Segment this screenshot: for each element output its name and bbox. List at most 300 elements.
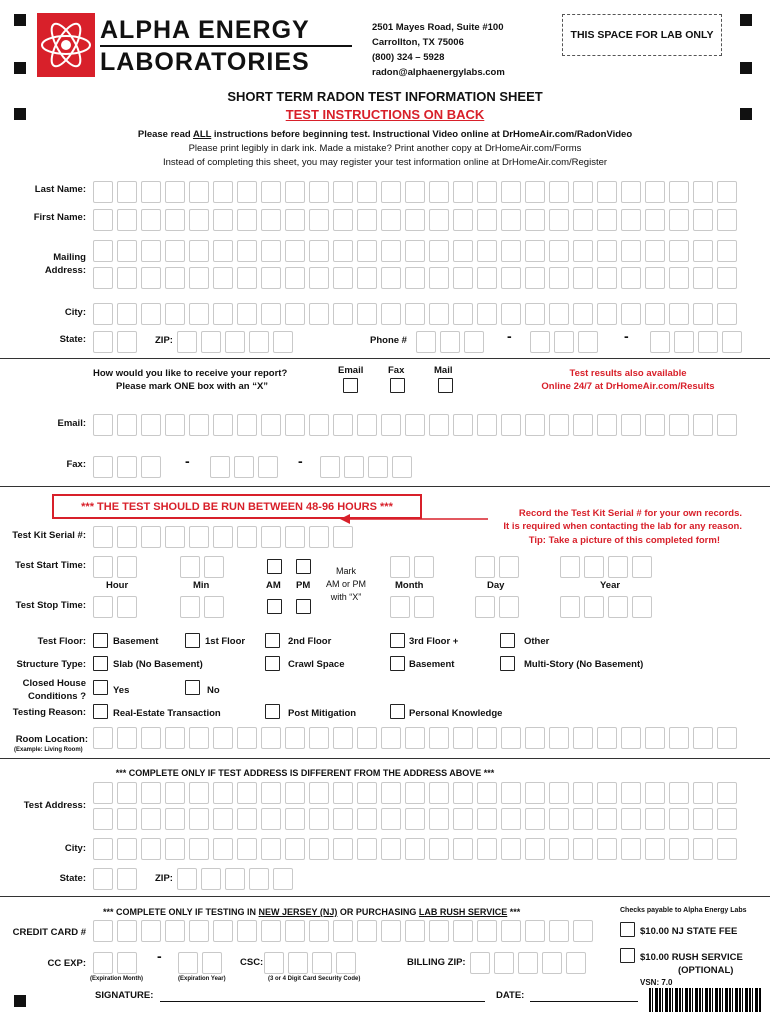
character-cell[interactable] (261, 303, 281, 325)
character-cell[interactable] (210, 456, 230, 478)
fax-line-field[interactable] (320, 456, 412, 478)
character-cell[interactable] (501, 838, 521, 860)
character-cell[interactable] (477, 727, 497, 749)
email-checkbox[interactable] (343, 378, 358, 393)
character-cell[interactable] (189, 808, 209, 830)
character-cell[interactable] (117, 920, 137, 942)
character-cell[interactable] (669, 181, 689, 203)
character-cell[interactable] (693, 209, 713, 231)
character-cell[interactable] (573, 267, 593, 289)
character-cell[interactable] (117, 303, 137, 325)
character-cell[interactable] (429, 414, 449, 436)
character-cell[interactable] (165, 181, 185, 203)
character-cell[interactable] (429, 240, 449, 262)
test-address-field-2[interactable] (93, 808, 737, 830)
character-cell[interactable] (453, 181, 473, 203)
character-cell[interactable] (477, 181, 497, 203)
character-cell[interactable] (285, 727, 305, 749)
character-cell[interactable] (381, 727, 401, 749)
character-cell[interactable] (237, 838, 257, 860)
floor-other-checkbox[interactable] (500, 633, 515, 648)
character-cell[interactable] (357, 240, 377, 262)
character-cell[interactable] (453, 808, 473, 830)
character-cell[interactable] (584, 556, 604, 578)
start-month-field[interactable] (390, 556, 434, 578)
character-cell[interactable] (93, 240, 113, 262)
character-cell[interactable] (204, 596, 224, 618)
character-cell[interactable] (237, 920, 257, 942)
character-cell[interactable] (141, 209, 161, 231)
phone-prefix-field[interactable] (530, 331, 598, 353)
character-cell[interactable] (285, 920, 305, 942)
character-cell[interactable] (381, 782, 401, 804)
character-cell[interactable] (518, 952, 538, 974)
character-cell[interactable] (213, 240, 233, 262)
character-cell[interactable] (405, 414, 425, 436)
character-cell[interactable] (141, 782, 161, 804)
character-cell[interactable] (261, 727, 281, 749)
email-field[interactable] (93, 414, 737, 436)
character-cell[interactable] (669, 414, 689, 436)
character-cell[interactable] (141, 920, 161, 942)
character-cell[interactable] (429, 808, 449, 830)
character-cell[interactable] (525, 838, 545, 860)
character-cell[interactable] (213, 303, 233, 325)
character-cell[interactable] (117, 782, 137, 804)
character-cell[interactable] (693, 727, 713, 749)
character-cell[interactable] (717, 838, 737, 860)
mailing-address-field-1[interactable] (93, 240, 737, 262)
character-cell[interactable] (525, 181, 545, 203)
character-cell[interactable] (93, 526, 113, 548)
character-cell[interactable] (717, 414, 737, 436)
character-cell[interactable] (573, 782, 593, 804)
character-cell[interactable] (621, 782, 641, 804)
character-cell[interactable] (525, 303, 545, 325)
character-cell[interactable] (549, 782, 569, 804)
character-cell[interactable] (381, 240, 401, 262)
character-cell[interactable] (499, 596, 519, 618)
character-cell[interactable] (381, 267, 401, 289)
character-cell[interactable] (309, 808, 329, 830)
character-cell[interactable] (475, 596, 495, 618)
character-cell[interactable] (273, 868, 293, 890)
character-cell[interactable] (117, 181, 137, 203)
character-cell[interactable] (213, 808, 233, 830)
fax-area-field[interactable] (93, 456, 161, 478)
character-cell[interactable] (213, 181, 233, 203)
floor-1st-checkbox[interactable] (185, 633, 200, 648)
zip-field[interactable] (177, 331, 293, 353)
character-cell[interactable] (525, 782, 545, 804)
character-cell[interactable] (530, 331, 550, 353)
character-cell[interactable] (333, 303, 353, 325)
character-cell[interactable] (165, 267, 185, 289)
character-cell[interactable] (645, 727, 665, 749)
room-location-field[interactable] (93, 727, 737, 749)
character-cell[interactable] (650, 331, 670, 353)
character-cell[interactable] (453, 414, 473, 436)
character-cell[interactable] (693, 303, 713, 325)
character-cell[interactable] (573, 727, 593, 749)
structure-slab-checkbox[interactable] (93, 656, 108, 671)
character-cell[interactable] (141, 727, 161, 749)
character-cell[interactable] (464, 331, 484, 353)
character-cell[interactable] (357, 808, 377, 830)
character-cell[interactable] (669, 782, 689, 804)
character-cell[interactable] (477, 303, 497, 325)
character-cell[interactable] (549, 838, 569, 860)
character-cell[interactable] (381, 414, 401, 436)
character-cell[interactable] (597, 181, 617, 203)
character-cell[interactable] (213, 209, 233, 231)
character-cell[interactable] (573, 414, 593, 436)
character-cell[interactable] (141, 526, 161, 548)
character-cell[interactable] (453, 782, 473, 804)
character-cell[interactable] (429, 920, 449, 942)
last-name-field[interactable] (93, 181, 737, 203)
character-cell[interactable] (549, 267, 569, 289)
character-cell[interactable] (549, 727, 569, 749)
floor-2nd-checkbox[interactable] (265, 633, 280, 648)
character-cell[interactable] (93, 920, 113, 942)
character-cell[interactable] (117, 596, 137, 618)
character-cell[interactable] (608, 556, 628, 578)
character-cell[interactable] (453, 727, 473, 749)
reason-personal-checkbox[interactable] (390, 704, 405, 719)
character-cell[interactable] (285, 209, 305, 231)
character-cell[interactable] (189, 240, 209, 262)
character-cell[interactable] (669, 209, 689, 231)
character-cell[interactable] (165, 414, 185, 436)
character-cell[interactable] (717, 181, 737, 203)
character-cell[interactable] (117, 556, 137, 578)
character-cell[interactable] (237, 526, 257, 548)
character-cell[interactable] (312, 952, 332, 974)
character-cell[interactable] (309, 303, 329, 325)
character-cell[interactable] (117, 209, 137, 231)
character-cell[interactable] (597, 782, 617, 804)
character-cell[interactable] (429, 782, 449, 804)
character-cell[interactable] (405, 181, 425, 203)
stop-min-field[interactable] (180, 596, 224, 618)
character-cell[interactable] (237, 782, 257, 804)
credit-card-field[interactable] (93, 920, 593, 942)
character-cell[interactable] (180, 596, 200, 618)
character-cell[interactable] (309, 727, 329, 749)
first-name-field[interactable] (93, 209, 737, 231)
closed-no-checkbox[interactable] (185, 680, 200, 695)
character-cell[interactable] (501, 727, 521, 749)
character-cell[interactable] (225, 331, 245, 353)
character-cell[interactable] (494, 952, 514, 974)
character-cell[interactable] (333, 181, 353, 203)
character-cell[interactable] (93, 868, 113, 890)
character-cell[interactable] (285, 414, 305, 436)
character-cell[interactable] (573, 181, 593, 203)
character-cell[interactable] (573, 808, 593, 830)
character-cell[interactable] (501, 782, 521, 804)
character-cell[interactable] (560, 596, 580, 618)
stop-day-field[interactable] (475, 596, 519, 618)
character-cell[interactable] (357, 727, 377, 749)
character-cell[interactable] (584, 596, 604, 618)
character-cell[interactable] (285, 808, 305, 830)
character-cell[interactable] (621, 414, 641, 436)
character-cell[interactable] (477, 240, 497, 262)
character-cell[interactable] (573, 303, 593, 325)
instructions-link[interactable]: TEST INSTRUCTIONS ON BACK (285, 107, 485, 122)
character-cell[interactable] (117, 808, 137, 830)
character-cell[interactable] (309, 209, 329, 231)
character-cell[interactable] (414, 596, 434, 618)
character-cell[interactable] (141, 808, 161, 830)
reason-post-mitigation-checkbox[interactable] (265, 704, 280, 719)
character-cell[interactable] (390, 556, 410, 578)
character-cell[interactable] (525, 209, 545, 231)
character-cell[interactable] (645, 209, 665, 231)
character-cell[interactable] (501, 303, 521, 325)
character-cell[interactable] (453, 920, 473, 942)
character-cell[interactable] (357, 414, 377, 436)
character-cell[interactable] (499, 556, 519, 578)
character-cell[interactable] (117, 240, 137, 262)
start-day-field[interactable] (475, 556, 519, 578)
character-cell[interactable] (645, 240, 665, 262)
character-cell[interactable] (621, 303, 641, 325)
character-cell[interactable] (117, 952, 137, 974)
character-cell[interactable] (357, 209, 377, 231)
start-pm-checkbox[interactable] (296, 559, 311, 574)
character-cell[interactable] (333, 209, 353, 231)
character-cell[interactable] (258, 456, 278, 478)
character-cell[interactable] (165, 209, 185, 231)
character-cell[interactable] (453, 267, 473, 289)
character-cell[interactable] (201, 331, 221, 353)
stop-am-checkbox[interactable] (267, 599, 282, 614)
character-cell[interactable] (117, 727, 137, 749)
character-cell[interactable] (357, 920, 377, 942)
character-cell[interactable] (189, 267, 209, 289)
character-cell[interactable] (573, 209, 593, 231)
structure-crawl-checkbox[interactable] (265, 656, 280, 671)
character-cell[interactable] (93, 181, 113, 203)
character-cell[interactable] (189, 782, 209, 804)
character-cell[interactable] (165, 303, 185, 325)
character-cell[interactable] (261, 808, 281, 830)
character-cell[interactable] (165, 782, 185, 804)
character-cell[interactable] (336, 952, 356, 974)
character-cell[interactable] (632, 556, 652, 578)
character-cell[interactable] (189, 181, 209, 203)
character-cell[interactable] (453, 209, 473, 231)
character-cell[interactable] (141, 303, 161, 325)
character-cell[interactable] (309, 782, 329, 804)
character-cell[interactable] (117, 331, 137, 353)
character-cell[interactable] (309, 240, 329, 262)
character-cell[interactable] (285, 303, 305, 325)
character-cell[interactable] (117, 456, 137, 478)
alt-city-field[interactable] (93, 838, 737, 860)
character-cell[interactable] (178, 952, 198, 974)
character-cell[interactable] (141, 414, 161, 436)
character-cell[interactable] (501, 240, 521, 262)
character-cell[interactable] (180, 556, 200, 578)
character-cell[interactable] (93, 267, 113, 289)
character-cell[interactable] (117, 868, 137, 890)
character-cell[interactable] (93, 596, 113, 618)
character-cell[interactable] (549, 808, 569, 830)
character-cell[interactable] (344, 456, 364, 478)
character-cell[interactable] (381, 209, 401, 231)
character-cell[interactable] (213, 838, 233, 860)
character-cell[interactable] (597, 209, 617, 231)
character-cell[interactable] (405, 782, 425, 804)
character-cell[interactable] (669, 727, 689, 749)
character-cell[interactable] (261, 526, 281, 548)
character-cell[interactable] (717, 209, 737, 231)
reason-real-estate-checkbox[interactable] (93, 704, 108, 719)
character-cell[interactable] (237, 414, 257, 436)
closed-yes-checkbox[interactable] (93, 680, 108, 695)
stop-pm-checkbox[interactable] (296, 599, 311, 614)
character-cell[interactable] (501, 209, 521, 231)
phone-area-field[interactable] (416, 331, 484, 353)
character-cell[interactable] (525, 267, 545, 289)
character-cell[interactable] (237, 240, 257, 262)
character-cell[interactable] (621, 267, 641, 289)
character-cell[interactable] (189, 526, 209, 548)
character-cell[interactable] (261, 181, 281, 203)
character-cell[interactable] (405, 727, 425, 749)
character-cell[interactable] (525, 808, 545, 830)
character-cell[interactable] (309, 526, 329, 548)
character-cell[interactable] (501, 267, 521, 289)
character-cell[interactable] (333, 808, 353, 830)
character-cell[interactable] (189, 303, 209, 325)
character-cell[interactable] (501, 414, 521, 436)
city-field[interactable] (93, 303, 737, 325)
character-cell[interactable] (405, 240, 425, 262)
character-cell[interactable] (93, 303, 113, 325)
character-cell[interactable] (201, 868, 221, 890)
character-cell[interactable] (429, 838, 449, 860)
character-cell[interactable] (645, 414, 665, 436)
character-cell[interactable] (525, 414, 545, 436)
character-cell[interactable] (141, 456, 161, 478)
exp-month-field[interactable] (93, 952, 137, 974)
state-field[interactable] (93, 331, 137, 353)
character-cell[interactable] (165, 727, 185, 749)
character-cell[interactable] (189, 414, 209, 436)
character-cell[interactable] (429, 267, 449, 289)
character-cell[interactable] (621, 808, 641, 830)
character-cell[interactable] (597, 303, 617, 325)
character-cell[interactable] (165, 240, 185, 262)
character-cell[interactable] (204, 556, 224, 578)
character-cell[interactable] (597, 414, 617, 436)
character-cell[interactable] (693, 414, 713, 436)
character-cell[interactable] (117, 526, 137, 548)
mailing-address-field-2[interactable] (93, 267, 737, 289)
character-cell[interactable] (669, 808, 689, 830)
character-cell[interactable] (117, 267, 137, 289)
character-cell[interactable] (93, 782, 113, 804)
character-cell[interactable] (621, 181, 641, 203)
character-cell[interactable] (597, 267, 617, 289)
character-cell[interactable] (333, 838, 353, 860)
stop-hour-field[interactable] (93, 596, 137, 618)
character-cell[interactable] (333, 727, 353, 749)
character-cell[interactable] (453, 838, 473, 860)
nj-fee-checkbox[interactable] (620, 922, 635, 937)
character-cell[interactable] (141, 181, 161, 203)
character-cell[interactable] (93, 331, 113, 353)
character-cell[interactable] (93, 414, 113, 436)
character-cell[interactable] (225, 868, 245, 890)
character-cell[interactable] (264, 952, 284, 974)
character-cell[interactable] (597, 808, 617, 830)
character-cell[interactable] (549, 414, 569, 436)
fax-prefix-field[interactable] (210, 456, 278, 478)
character-cell[interactable] (381, 920, 401, 942)
floor-3rd-checkbox[interactable] (390, 633, 405, 648)
character-cell[interactable] (560, 556, 580, 578)
character-cell[interactable] (429, 303, 449, 325)
character-cell[interactable] (717, 267, 737, 289)
character-cell[interactable] (309, 181, 329, 203)
character-cell[interactable] (381, 303, 401, 325)
character-cell[interactable] (621, 209, 641, 231)
character-cell[interactable] (674, 331, 694, 353)
character-cell[interactable] (261, 782, 281, 804)
start-hour-field[interactable] (93, 556, 137, 578)
character-cell[interactable] (392, 456, 412, 478)
character-cell[interactable] (93, 456, 113, 478)
character-cell[interactable] (501, 181, 521, 203)
stop-year-field[interactable] (560, 596, 652, 618)
character-cell[interactable] (189, 727, 209, 749)
character-cell[interactable] (234, 456, 254, 478)
character-cell[interactable] (213, 267, 233, 289)
character-cell[interactable] (549, 181, 569, 203)
structure-multistory-checkbox[interactable] (500, 656, 515, 671)
character-cell[interactable] (357, 838, 377, 860)
character-cell[interactable] (698, 331, 718, 353)
character-cell[interactable] (597, 727, 617, 749)
character-cell[interactable] (405, 808, 425, 830)
character-cell[interactable] (93, 808, 113, 830)
character-cell[interactable] (213, 526, 233, 548)
character-cell[interactable] (645, 303, 665, 325)
character-cell[interactable] (429, 209, 449, 231)
character-cell[interactable] (525, 920, 545, 942)
character-cell[interactable] (261, 240, 281, 262)
character-cell[interactable] (597, 838, 617, 860)
character-cell[interactable] (117, 414, 137, 436)
character-cell[interactable] (477, 808, 497, 830)
stop-month-field[interactable] (390, 596, 434, 618)
character-cell[interactable] (165, 838, 185, 860)
character-cell[interactable] (693, 838, 713, 860)
character-cell[interactable] (141, 838, 161, 860)
character-cell[interactable] (357, 181, 377, 203)
billing-zip-field[interactable] (470, 952, 586, 974)
character-cell[interactable] (477, 838, 497, 860)
character-cell[interactable] (693, 181, 713, 203)
start-min-field[interactable] (180, 556, 224, 578)
serial-field[interactable] (93, 526, 353, 548)
